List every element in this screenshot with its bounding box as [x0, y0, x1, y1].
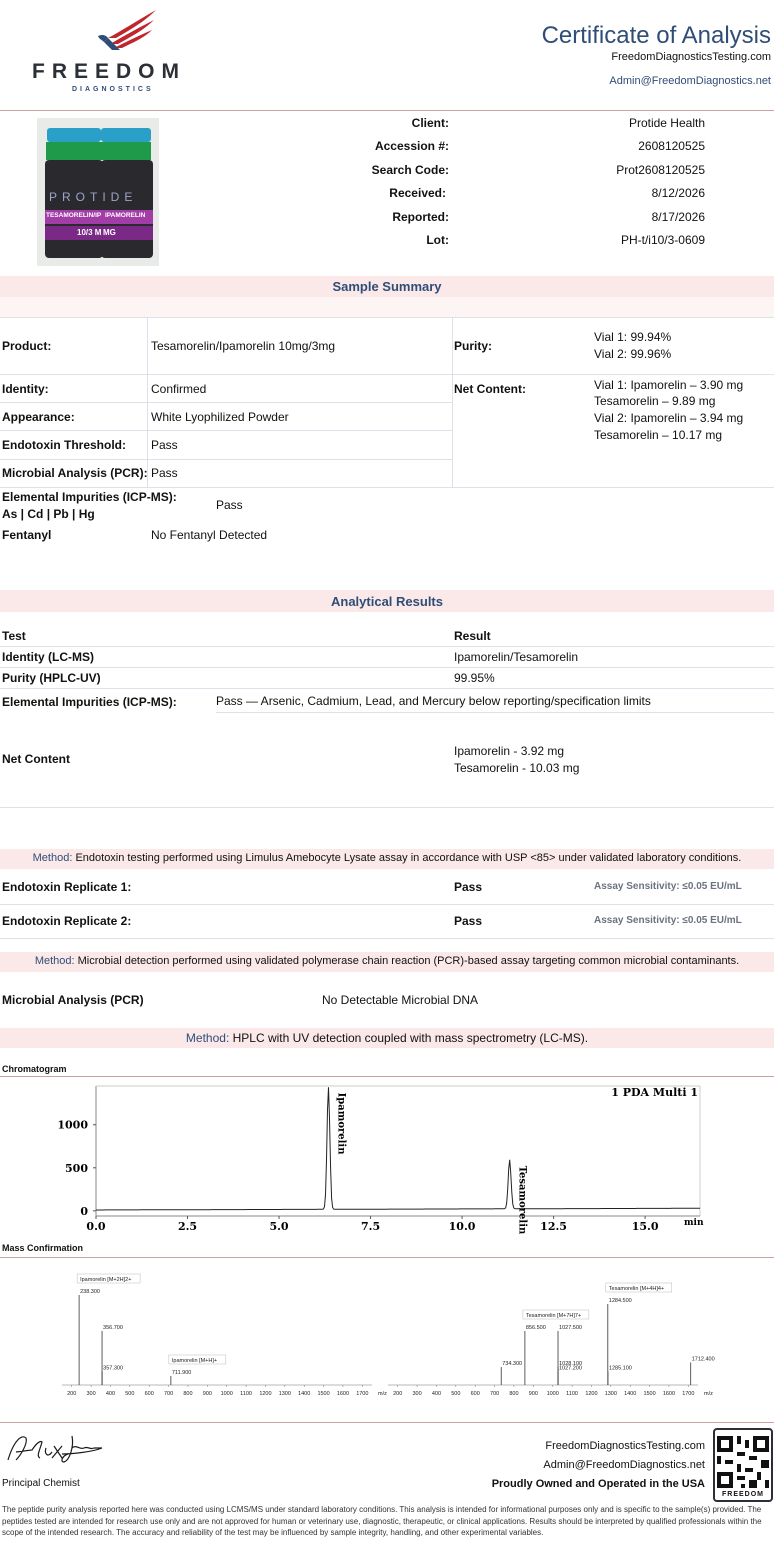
eagle-flag-icon: [68, 8, 158, 56]
peak-label: Tesamorelin: [516, 1165, 528, 1235]
ms-tick-label: 700: [489, 1391, 500, 1397]
purity-hplc-label: Purity (HPLC-UV): [2, 671, 101, 685]
microbial-pcr-label: Microbial Analysis (PCR): [2, 993, 144, 1007]
microbial-label: Microbial Analysis (PCR):: [2, 466, 148, 480]
x-tick-label: 15.0: [631, 1220, 659, 1233]
results-grid-line: [216, 712, 774, 713]
endotoxin-grid-line: [0, 938, 774, 939]
reported-value: 8/17/2026: [651, 210, 705, 224]
ms-tick-label: 1100: [566, 1391, 578, 1397]
ms-tick-label: 1600: [336, 1391, 350, 1397]
net-content-result-line1: Ipamorelin - 3.92 mg: [454, 744, 565, 758]
mass-divider: [0, 1257, 774, 1258]
fentanyl-label: Fentanyl: [2, 528, 52, 542]
microbial-method-label: Method:: [34, 955, 75, 967]
ms-peak-label: 357.300: [103, 1365, 124, 1372]
results-grid-line: [0, 646, 774, 647]
x-tick-label: 7.5: [360, 1220, 381, 1233]
peak-label: Ipamorelin: [335, 1092, 347, 1155]
chromatogram-label: Chromatogram: [2, 1064, 67, 1074]
ms-tick-label: 1500: [317, 1391, 330, 1397]
hplc-method-band: [0, 1028, 774, 1048]
ms-peak-label: 238.300: [80, 1289, 100, 1295]
ms-tick-label: 1300: [604, 1391, 617, 1397]
sample-summary-title: Sample Summary: [332, 279, 442, 294]
qr-code[interactable]: [713, 1428, 773, 1502]
vial-brand: PROTIDE: [49, 190, 138, 204]
ms-tick-label: 300: [412, 1391, 422, 1397]
chromatogram-x-axis-label: min: [684, 1218, 704, 1228]
ms-tick-label: 800: [183, 1391, 193, 1397]
summary-grid-line: [0, 374, 774, 375]
ms-annotation: Ipamorelin [M+2H]2+: [80, 1277, 132, 1283]
header-divider: [0, 110, 774, 111]
ms-peak-label: 856.500: [525, 1325, 546, 1331]
ms-annotation: Ipamorelin [M+H]+: [171, 1358, 218, 1364]
endotoxin-rep1-sensitivity: Assay Sensitivity: ≤0.05 EU/mL: [594, 881, 742, 892]
hplc-method-text: HPLC with UV detection coupled with mass spectrometry (LC-MS).: [229, 1031, 589, 1045]
received-label: Received:: [389, 186, 446, 200]
ms-tick-label: 700: [163, 1391, 174, 1397]
product-photo: [37, 118, 159, 266]
ms-peak-label: 711.900: [171, 1370, 192, 1376]
endotoxin-method-label: Method:: [32, 852, 73, 864]
ms-peak-label: 1028.100: [559, 1361, 583, 1367]
ms-peak-label: 1284.500: [608, 1298, 632, 1304]
ms-tick-label: 1500: [643, 1391, 656, 1397]
endotoxin-rep2-result: Pass: [454, 914, 483, 928]
logo-name: FREEDOM: [32, 60, 186, 83]
accession-label: Accession #:: [374, 139, 449, 153]
sample-summary-spacer: [0, 297, 774, 317]
endotoxin-rep2-label: Endotoxin Replicate 2:: [2, 914, 132, 928]
ms-x-axis-label: m/z: [704, 1391, 713, 1397]
ms-annotation: Tesamorelin [M+7H]7+: [525, 1313, 582, 1319]
x-tick-label: 5.0: [269, 1220, 289, 1233]
chromatogram-frame: [96, 1086, 700, 1216]
vial-label-right: IPAMORELIN: [105, 212, 146, 219]
y-tick-label: 0: [80, 1204, 88, 1218]
ms-x-axis-label: m/z: [378, 1391, 387, 1397]
test-column-header: Test: [2, 629, 26, 643]
purity-vial1: Vial 1: 99.94%: [594, 330, 672, 344]
qr-brand: FREEDOM: [722, 1491, 764, 1498]
endotoxin-rep2-sensitivity: Assay Sensitivity: ≤0.05 EU/mL: [594, 915, 742, 926]
mass-spectra-chart: [50, 1260, 715, 1400]
x-tick-label: 2.5: [177, 1220, 198, 1233]
ms-tick-label: 1100: [240, 1391, 252, 1397]
summary-grid-line: [0, 459, 452, 460]
page-title: Certificate of Analysis: [541, 22, 771, 49]
ms-peak-label: 1285.100: [608, 1365, 632, 1372]
elemental-label: Elemental Impurities (ICP-MS):: [2, 490, 177, 504]
net-content-result-line2: Tesamorelin - 10.03 mg: [454, 761, 580, 775]
net-content-label: Net Content:: [454, 382, 526, 396]
ms-tick-label: 400: [431, 1391, 442, 1397]
ms-tick-label: 400: [105, 1391, 116, 1397]
hplc-method-label: Method:: [185, 1031, 230, 1045]
client-label: Client:: [411, 116, 449, 130]
summary-grid-line: [0, 430, 452, 431]
results-grid-line: [0, 807, 774, 808]
identity-lcms-label: Identity (LC-MS): [2, 650, 94, 664]
ms-tick-label: 1400: [624, 1391, 637, 1397]
signature: [2, 1430, 112, 1470]
ms-tick-label: 1000: [220, 1391, 233, 1397]
endotoxin-rep1-result: Pass: [454, 880, 483, 894]
appearance-label: Appearance:: [2, 410, 75, 424]
vial-label-left: TESAMORELIN/IP: [46, 212, 102, 219]
purity-hplc-value: 99.95%: [454, 671, 495, 685]
summary-grid-line: [0, 487, 774, 488]
y-tick-label: 500: [65, 1161, 88, 1175]
microbial-pcr-value: No Detectable Microbial DNA: [322, 993, 479, 1007]
ms-tick-label: 1200: [585, 1391, 598, 1397]
logo: [30, 8, 186, 98]
summary-grid-line: [147, 317, 148, 487]
endotoxin-method-band: [0, 849, 774, 869]
ms-tick-label: 200: [393, 1391, 403, 1397]
qr-code-icon: [717, 1436, 769, 1488]
disclaimer: The peptide purity analysis reported here was conducted using LCMS/MS under standard laboratory conditions. This analysis is intended for informational purposes only and is specific to the sample(s) provided. The peptides tested are intended for research use only and are not approved for human or veterinary use, diagnostic, therapeutic, or clinical applications. Results should be interpreted by qualified professionals within the scope of the intended research. The accuracy and reliability of the test may be influenced by sample integrity, handling, and other experimental variables.: [2, 1505, 762, 1537]
ms-tick-label: 900: [528, 1391, 538, 1397]
endotoxin-rep1-label: Endotoxin Replicate 1:: [2, 880, 132, 894]
net-content-line1: Vial 1: Ipamorelin – 3.90 mg: [594, 378, 744, 392]
net-content-result-label: Net Content: [2, 752, 70, 766]
microbial-method-band: [0, 952, 774, 972]
footer-email[interactable]: Admin@FreedomDiagnostics.net: [543, 1459, 705, 1471]
endotoxin-method-text: Endotoxin testing performed using Limulus Amebocyte Lysate assay in accordance with USP <85> under validated laboratory conditions.: [72, 852, 742, 864]
chromatogram-title: 1 PDA Multi 1: [611, 1086, 698, 1099]
net-content-line2: Tesamorelin – 9.89 mg: [594, 394, 716, 408]
ms-tick-label: 1400: [298, 1391, 311, 1397]
x-tick-label: 0.0: [86, 1220, 106, 1233]
footer-divider: [0, 1422, 774, 1423]
vial-dose-right: MG: [103, 228, 116, 237]
ms-annotation: Tesamorelin [M+4H]4+: [608, 1286, 665, 1292]
analytical-results-title: Analytical Results: [331, 594, 443, 609]
ms-tick-label: 500: [125, 1391, 135, 1397]
y-tick-label: 1000: [57, 1118, 88, 1132]
elemental-value: Pass: [216, 498, 243, 512]
header-website: FreedomDiagnosticsTesting.com: [611, 51, 771, 63]
microbial-method-text: Microbial detection performed using validated polymerase chain reaction (PCR)-based assay targeting common microbial contaminants.: [74, 955, 740, 967]
ms-tick-label: 800: [509, 1391, 519, 1397]
summary-grid-line: [452, 317, 453, 487]
ms-tick-label: 1000: [546, 1391, 559, 1397]
summary-grid-line: [0, 402, 452, 403]
ms-tick-label: 1700: [682, 1391, 695, 1397]
x-tick-label: 12.5: [540, 1220, 567, 1233]
results-grid-line: [0, 688, 774, 689]
header-email[interactable]: Admin@FreedomDiagnostics.net: [609, 75, 771, 87]
client-value: Protide Health: [628, 116, 705, 130]
ms-tick-label: 300: [86, 1391, 96, 1397]
elemental-icpms-value: Pass — Arsenic, Cadmium, Lead, and Mercury below reporting/specification limits: [216, 694, 651, 708]
sample-summary-band: [0, 276, 774, 297]
search-code-label: Search Code:: [371, 163, 449, 177]
ms-peak-label: 734.300: [502, 1361, 523, 1367]
identity-lcms-value: Ipamorelin/Tesamorelin: [454, 650, 579, 664]
endotoxin-label: Endotoxin Threshold:: [2, 438, 126, 452]
chromatogram-trace: [96, 1087, 700, 1210]
ms-tick-label: 1200: [259, 1391, 272, 1397]
product-value: Tesamorelin/Ipamorelin 10mg/3mg: [151, 339, 336, 353]
product-label: Product:: [2, 339, 52, 353]
mass-confirmation-label: Mass Confirmation: [2, 1243, 84, 1253]
appearance-value: White Lyophilized Powder: [151, 410, 289, 424]
summary-grid-line: [0, 317, 774, 318]
identity-label: Identity:: [2, 382, 49, 396]
footer-website: FreedomDiagnosticsTesting.com: [545, 1440, 705, 1452]
purity-label: Purity:: [454, 339, 493, 353]
identity-value: Confirmed: [151, 382, 207, 396]
results-grid-line: [0, 667, 774, 668]
ms-tick-label: 1600: [662, 1391, 676, 1397]
reported-label: Reported:: [392, 210, 449, 224]
ms-tick-label: 900: [202, 1391, 212, 1397]
ms-peak-label: 1027.200: [558, 1365, 582, 1372]
result-column-header: Result: [454, 629, 491, 643]
purity-vial2: Vial 2: 99.96%: [594, 347, 672, 361]
x-tick-label: 10.0: [448, 1220, 476, 1233]
ms-peak-label: 1027.500: [559, 1325, 582, 1331]
ms-tick-label: 600: [470, 1391, 480, 1397]
elemental-label-elements: As | Cd | Pb | Hg: [2, 507, 95, 521]
ms-tick-label: 200: [67, 1391, 77, 1397]
accession-value: 2608120525: [638, 139, 705, 153]
vial-dose-left: 10/3 M: [77, 228, 102, 237]
microbial-value: Pass: [151, 466, 178, 480]
analytical-results-band: [0, 590, 774, 612]
ms-tick-label: 600: [144, 1391, 154, 1397]
chemist-role: Principal Chemist: [2, 1478, 80, 1489]
chromatogram-divider: [0, 1076, 774, 1077]
endotoxin-grid-line: [0, 904, 774, 905]
ms-tick-label: 1300: [278, 1391, 291, 1397]
ms-peak-label: 1712.400: [691, 1356, 715, 1363]
ms-tick-label: 500: [451, 1391, 461, 1397]
ms-tick-label: 1700: [356, 1391, 369, 1397]
lot-value: PH-t/i10/3-0609: [620, 233, 705, 247]
search-code-value: Prot2608120525: [616, 163, 705, 177]
fentanyl-value: No Fentanyl Detected: [151, 528, 268, 542]
endotoxin-value: Pass: [151, 438, 178, 452]
logo-subtitle: DIAGNOSTICS: [72, 86, 154, 93]
chromatogram-chart: [0, 1078, 774, 1238]
ms-peak-label: 356.700: [103, 1325, 123, 1331]
net-content-line3: Vial 2: Ipamorelin – 3.94 mg: [594, 411, 744, 425]
lot-label: Lot:: [426, 233, 449, 247]
received-value: 8/12/2026: [651, 186, 705, 200]
net-content-line4: Tesamorelin – 10.17 mg: [594, 428, 723, 442]
footer-tagline: Proudly Owned and Operated in the USA: [491, 1478, 705, 1490]
elemental-icpms-label: Elemental Impurities (ICP-MS):: [2, 695, 177, 709]
